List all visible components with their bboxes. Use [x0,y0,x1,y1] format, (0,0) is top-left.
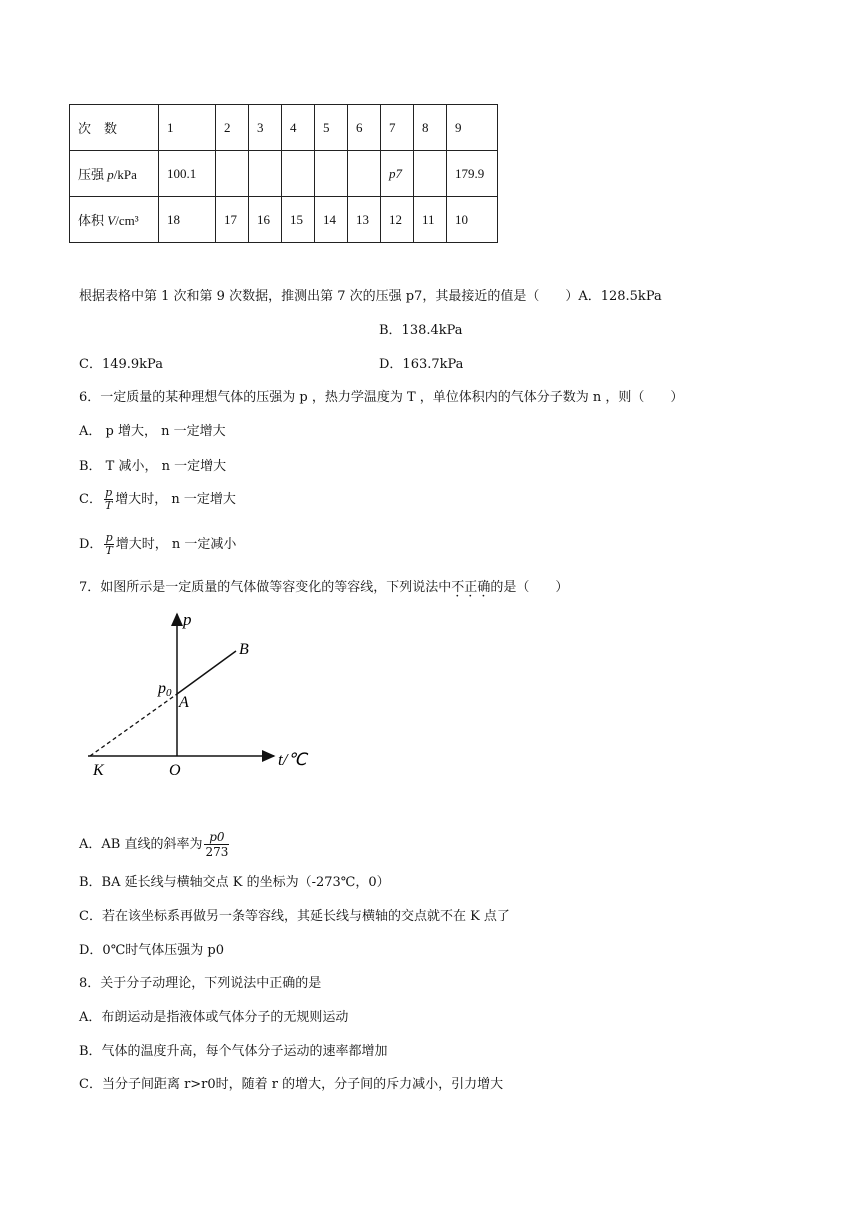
p0-main: p [158,680,166,697]
axis-y-label: p [183,610,192,629]
point-k-label: K [93,762,104,779]
label-text: 体积 [78,213,108,228]
table-row [70,105,498,151]
stem-before: 7．如图所示是一定质量的气体做等容变化的等容线，下列说法中 [79,580,452,595]
table-cell: 16 [249,197,282,243]
table-cell: 1 [159,105,216,151]
q5-option-c: C．149.9kPa [79,357,163,372]
line-ab [177,651,236,694]
option-prefix: D． [79,537,103,552]
table-cell: 18 [159,197,216,243]
q8-option-c: C．当分子间距离 r>r0时，随着 r 的增大，分子间的斥力减小，引力增大 [79,1077,504,1092]
point-b-label: B [239,641,249,658]
table-cell [414,151,447,197]
p-over-t-fraction [104,532,113,557]
option-suffix: 增大时， n 一定增大 [115,492,236,507]
emphasis-char: 确 [477,580,491,595]
table-row [70,197,498,243]
table-cell: 7 [381,105,414,151]
fraction-numerator: p0 [204,830,229,845]
pressure-volume-table [69,104,498,243]
dashed-extension [90,694,177,756]
option-prefix: C． [79,492,102,507]
table-cell [315,151,348,197]
table-cell: 2 [216,105,249,151]
q6-option-b: B． T 减小， n 一定增大 [79,459,227,474]
p0-label [157,680,172,699]
emphasis-char: 正 [464,580,478,595]
table-cell: 14 [315,197,348,243]
origin-label: O [169,762,181,779]
fraction-denominator: T [104,499,113,512]
table-header-cell [70,197,159,243]
q7-stem [79,576,568,595]
q8-stem: 8．关于分子动理论，下列说法中正确的是 [79,976,322,991]
q8-option-b: B．气体的温度升高，每个气体分子运动的速率都增加 [79,1044,388,1059]
table-cell: 12 [381,197,414,243]
axis-x-label: t/℃ [278,750,307,769]
q6-option-d [79,532,236,557]
q6-option-a: A． p 增大， n 一定增大 [79,424,226,439]
p-over-t-fraction [104,487,113,512]
q7-option-a [79,830,231,859]
fraction-numerator: p [105,486,113,499]
table-cell: 10 [447,197,498,243]
fraction-numerator: p [105,531,113,544]
table-cell: 100.1 [159,151,216,197]
table-cell [348,151,381,197]
table-row [70,151,498,197]
fraction-denominator: T [105,544,113,557]
p0-subscript: 0 [166,687,172,699]
table-cell: 17 [216,197,249,243]
label-text: 压强 [78,167,108,182]
q6-option-c [79,487,236,512]
slope-fraction [204,830,229,859]
stem-after: 的是（ ） [490,580,569,595]
stem-emphasis [451,580,490,595]
table-header-cell [70,151,159,197]
isochoric-line-figure [80,604,320,780]
table-cell: 13 [348,197,381,243]
emphasis-char: 不 [451,580,465,595]
table-cell [249,151,282,197]
table-cell: 9 [447,105,498,151]
table-cell: 5 [315,105,348,151]
q7-option-d: D．0℃时气体压强为 p0 [79,943,224,958]
table-cell: 3 [249,105,282,151]
q6-stem: 6．一定质量的某种理想气体的压强为 p ，热力学温度为 T ，单位体积内的气体分子数为 n ，则（ ） [79,390,684,405]
table-header-cell: 次 数 [70,105,159,151]
q5-option-b: B．138.4kPa [379,323,463,338]
label-unit: /cm³ [115,213,139,228]
option-prefix: A．AB 直线的斜率为 [79,837,203,852]
table-cell [282,151,315,197]
label-var: V [107,213,116,228]
table-cell: 6 [348,105,381,151]
label-unit: /kPa [113,167,137,182]
table-cell: 11 [414,197,447,243]
table-cell: p7 [381,151,414,197]
table-cell [216,151,249,197]
q8-option-a: A．布朗运动是指液体或气体分子的无规则运动 [79,1010,349,1025]
table-cell: 4 [282,105,315,151]
table-cell: 8 [414,105,447,151]
label-var: p [107,167,114,182]
point-a-label: A [179,694,189,711]
table-cell: 179.9 [447,151,498,197]
table-cell: 15 [282,197,315,243]
q5-option-d: D．163.7kPa [379,357,464,372]
option-suffix: 增大时， n 一定减小 [115,537,237,552]
q7-option-b: B．BA 延长线与横轴交点 K 的坐标为（-273℃，0） [79,875,390,890]
q5-stem: 根据表格中第 1 次和第 9 次数据，推测出第 7 次的压强 p7，其最接近的值是（ ）A．128.5kPa [79,289,662,304]
q7-option-c: C．若在该坐标系再做另一条等容线，其延长线与横轴的交点就不在 K 点了 [79,909,510,924]
fraction-denominator: 273 [205,845,229,859]
